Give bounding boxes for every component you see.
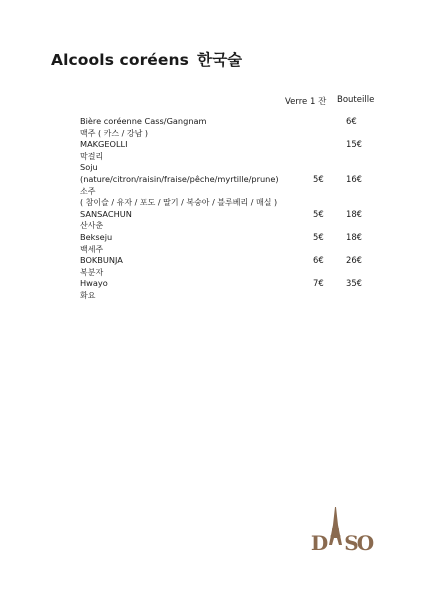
price-bottle: 15€ xyxy=(346,139,362,150)
price-glass: 6€ xyxy=(313,255,324,266)
item-description: 화요 xyxy=(80,290,96,300)
item-description: 막걸리 xyxy=(80,151,104,161)
menu-item xyxy=(80,255,380,278)
column-header-glass: Verre 1 잔 xyxy=(285,97,327,107)
item-name: SANSACHUN xyxy=(80,208,132,219)
daso-logo xyxy=(309,505,377,555)
item-description: (nature/citron/raisin/fraise/pêche/myrtille/prune) xyxy=(80,173,279,184)
menu-item xyxy=(80,209,380,232)
item-name: BOKBUNJA xyxy=(80,255,123,266)
item-description: ( 참이슬 / 유자 / 포도 / 딸기 / 복숭아 / 블루베리 / 매실 ) xyxy=(80,198,278,208)
page-title xyxy=(51,48,242,70)
item-name: Soju xyxy=(80,162,98,173)
price-bottle: 26€ xyxy=(346,255,362,266)
item-name: Hwayo xyxy=(80,278,108,289)
price-glass: 5€ xyxy=(313,173,324,184)
item-description: 산사춘 xyxy=(80,221,104,231)
price-bottle: 16€ xyxy=(346,173,362,184)
item-description: 복분자 xyxy=(80,267,104,277)
menu-item xyxy=(80,278,380,301)
item-name: Bekseju xyxy=(80,231,113,242)
item-name: MAKGEOLLI xyxy=(80,139,128,150)
item-name: Bière coréenne Cass/Gangnam xyxy=(80,116,207,126)
price-bottle: 18€ xyxy=(346,208,362,219)
title-french: Alcools coréens xyxy=(51,51,189,69)
menu-item xyxy=(80,116,380,139)
price-bottle: 18€ xyxy=(346,231,362,242)
drinks-menu xyxy=(80,116,380,302)
menu-item xyxy=(80,232,380,255)
price-glass: 5€ xyxy=(313,208,324,219)
item-description: 맥주 ( 카스 / 강남 ) xyxy=(80,128,149,138)
logo-text: D SO xyxy=(310,531,377,555)
title-korean: 한국술 xyxy=(197,51,243,69)
item-description: 소주 xyxy=(80,186,96,196)
price-bottle: 6€ xyxy=(346,116,357,126)
item-description: 백세주 xyxy=(80,244,104,254)
price-glass: 5€ xyxy=(313,231,324,242)
price-bottle: 35€ xyxy=(346,278,362,289)
price-glass: 7€ xyxy=(313,278,324,289)
menu-item xyxy=(80,139,380,162)
column-header-bottle: Bouteille xyxy=(337,95,375,105)
menu-item xyxy=(80,162,380,208)
